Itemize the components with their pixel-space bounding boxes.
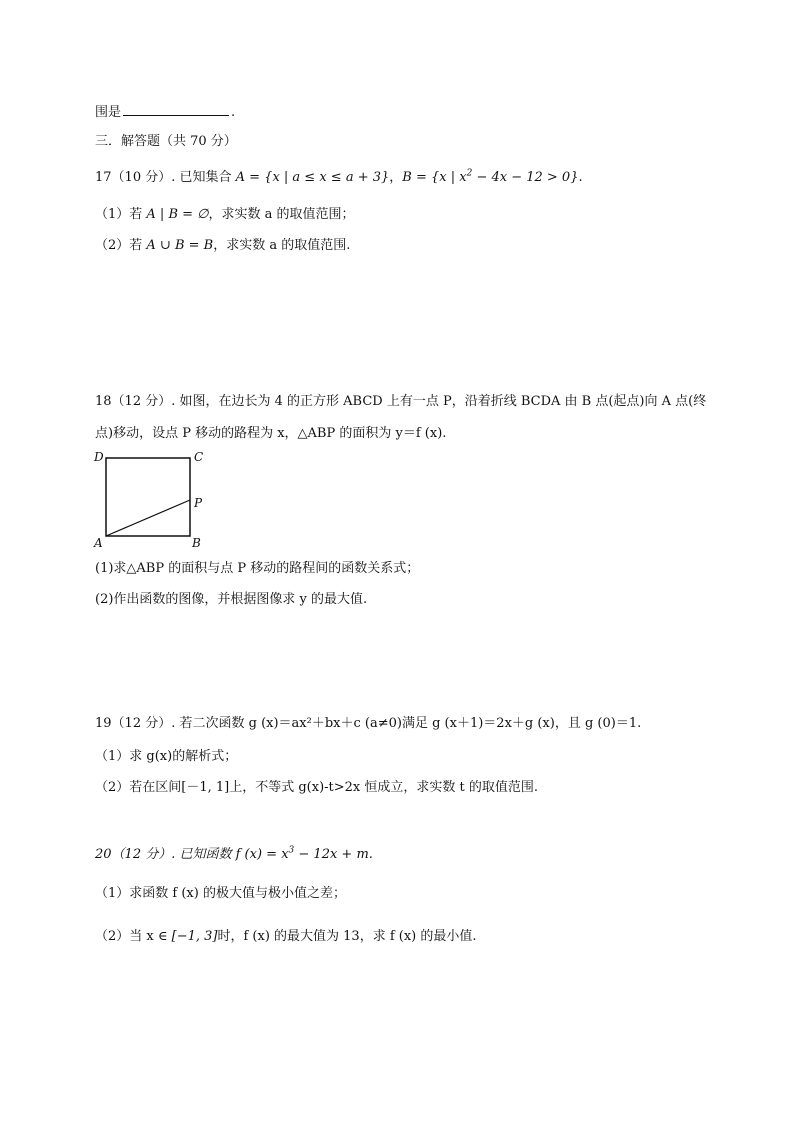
- q17-prefix: 17（10 分）. 已知集合: [95, 170, 236, 185]
- question-19-part-2: （2）若在区间[－1, 1]上，不等式 g(x)-t>2x 恒成立，求实数 t 的取值范围.: [95, 780, 539, 795]
- question-20-part-2: [95, 929, 477, 945]
- segment-ap: [106, 500, 190, 536]
- fill-blank-line: [95, 103, 235, 121]
- q17-2-prefix: （2）若: [95, 238, 147, 253]
- q20-exponent: 3: [288, 845, 295, 856]
- question-18-part-1: (1)求△ABP 的面积与点 P 移动的路程间的函数关系式；: [95, 561, 420, 576]
- vertex-label-d: D: [94, 450, 104, 464]
- q17-separator: ，: [389, 170, 403, 185]
- vertex-label-b: B: [192, 536, 201, 550]
- q17-2-suffix: ，求实数 a 的取值范围.: [213, 238, 351, 253]
- answer-blank[interactable]: [123, 103, 229, 116]
- question-18-stem-line-1: 18（12 分）. 如图，在边长为 4 的正方形 ABCD 上有一点 P，沿着折线 BCDA 由 B 点(起点)向 A 点(终: [95, 394, 707, 409]
- q20-2-suffix: 时，f (x) 的最大值为 13，求 f (x) 的最小值.: [217, 929, 477, 944]
- q20-prefix: 20（12 分）. 已知函数 f (x) = x: [95, 847, 289, 862]
- question-17-part-2: [95, 238, 350, 254]
- vertex-label-a: A: [94, 536, 103, 550]
- question-20-stem: [95, 847, 373, 863]
- fill-blank-suffix: .: [231, 105, 236, 120]
- question-20-part-1: （1）求函数 f (x) 的极大值与极小值之差；: [95, 886, 346, 901]
- q17-1-math: A | B = ∅: [146, 207, 209, 222]
- q17-1-suffix: ，求实数 a 的取值范围；: [208, 207, 355, 222]
- q17-2-math: A ∪ B = B: [146, 238, 214, 253]
- square-abcd-figure: [92, 447, 222, 553]
- q20-2-prefix: （2）当 x ∈: [95, 929, 172, 944]
- q20-suffix: − 12x + m.: [294, 847, 373, 862]
- question-19-part-1: （1）求 g(x)的解析式；: [95, 749, 238, 764]
- question-17-part-1: [95, 207, 355, 223]
- q17-1-prefix: （1）若: [95, 207, 147, 222]
- square-outline: [106, 458, 190, 536]
- point-label-p: P: [194, 496, 203, 510]
- q17-set-b-left: B = {x | x: [402, 170, 467, 185]
- section-heading: 三．解答题（共 70 分）: [95, 134, 237, 149]
- question-18-stem-line-2: 点)移动，设点 P 移动的路程为 x，△ABP 的面积为 y＝f (x).: [95, 426, 447, 441]
- vertex-label-c: C: [194, 450, 204, 464]
- question-17-stem: [95, 170, 583, 186]
- q17-set-b-exponent: 2: [466, 168, 473, 179]
- q17-end: .: [578, 170, 583, 185]
- question-18-part-2: (2)作出函数的图像，并根据图像求 y 的最大值.: [95, 592, 368, 607]
- question-19-stem: 19（12 分）. 若二次函数 g (x)＝ax²＋bx＋c (a≠0)满足 g (x＋1)＝2x＋g (x)，且 g (0)＝1.: [95, 716, 642, 731]
- q17-set-a: A = {x | a ≤ x ≤ a + 3}: [235, 170, 390, 185]
- q20-2-interval: [−1, 3]: [171, 929, 218, 944]
- fill-blank-prefix: 围是: [95, 105, 122, 120]
- q17-set-b-right: − 4x − 12 > 0}: [472, 170, 579, 185]
